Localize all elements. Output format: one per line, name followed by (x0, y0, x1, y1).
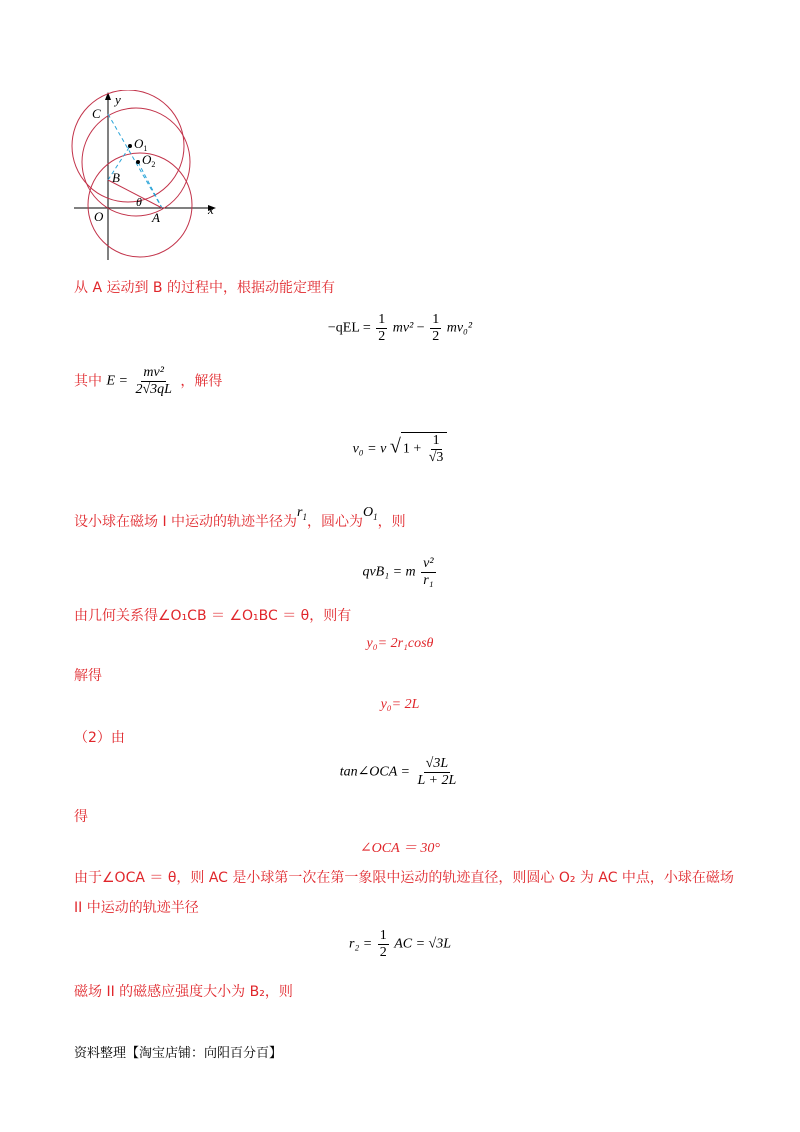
equation-qvB1: qvB₁ = m $\frac{\text{v²}}{\text{r₁}}$ (362, 556, 434, 588)
center-O2-dot (136, 160, 140, 164)
paragraph-get: 得 (74, 809, 88, 825)
label-C: C (92, 106, 101, 121)
paragraph-energy-theorem: 从 A 运动到 B 的过程中，根据动能定理有 (74, 280, 335, 296)
equation-v0: v₀ = v √ 1 + $\frac{1}{√3}$ (0, 432, 800, 466)
label-A: A (152, 210, 160, 225)
equation-energy: −qEL = $\frac{1}{2}$ mv² − $\frac{1}{2}$ mv₀² (327, 312, 473, 344)
equation-y0-cos: y₀= 2r₁cosθ (366, 636, 434, 651)
paragraph-radius-r1: 设小球在磁场 I 中运动的轨迹半径为$r_1$，圆心为$O_1$，则 (74, 505, 406, 530)
equation-r2: r₂ = $\frac{1}{2}$ AC = √3L (348, 928, 452, 960)
page-footer: 资料整理【淘宝店铺：向阳百分百】 (74, 1046, 283, 1061)
label-O2: $O_2$ (142, 152, 156, 169)
paragraph-part-2: （2）由 (74, 730, 125, 746)
equation-angle-OCA: ∠OCA ＝ 30° (359, 841, 441, 856)
equation-y0-result: y₀= 2L (380, 697, 420, 712)
equation-tan-OCA: tan∠OCA = $\frac{√3L}{L + 2L}$ (339, 756, 457, 788)
geometry-figure (70, 90, 230, 265)
label-y: y (115, 92, 121, 107)
paragraph-diameter-AC: 由于∠OCA ＝ θ，则 AC 是小球第一次在第一象限中运动的轨迹直径，则圆心 O₂ 为 AC 中点，小球在磁场 (74, 870, 734, 886)
center-O1-dot (128, 144, 132, 148)
label-B: B (112, 170, 120, 185)
paragraph-where-E: 其中 E = $\frac{\text{mv²}}{2√3qL}$ ，解得 (74, 365, 223, 397)
paragraph-solve: 解得 (74, 668, 102, 684)
paragraph-radius-field-II: II 中运动的轨迹半径 (74, 900, 199, 916)
paragraph-geometry-angle: 由几何关系得∠O₁CB ＝ ∠O₁BC ＝ θ，则有 (74, 608, 352, 624)
label-x: x (208, 202, 214, 217)
label-theta: θ (136, 195, 142, 209)
paragraph-field-B2: 磁场 II 的磁感应强度大小为 B₂，则 (74, 984, 293, 1000)
label-O: O (94, 209, 104, 224)
label-O1: $O_1$ (134, 136, 148, 153)
